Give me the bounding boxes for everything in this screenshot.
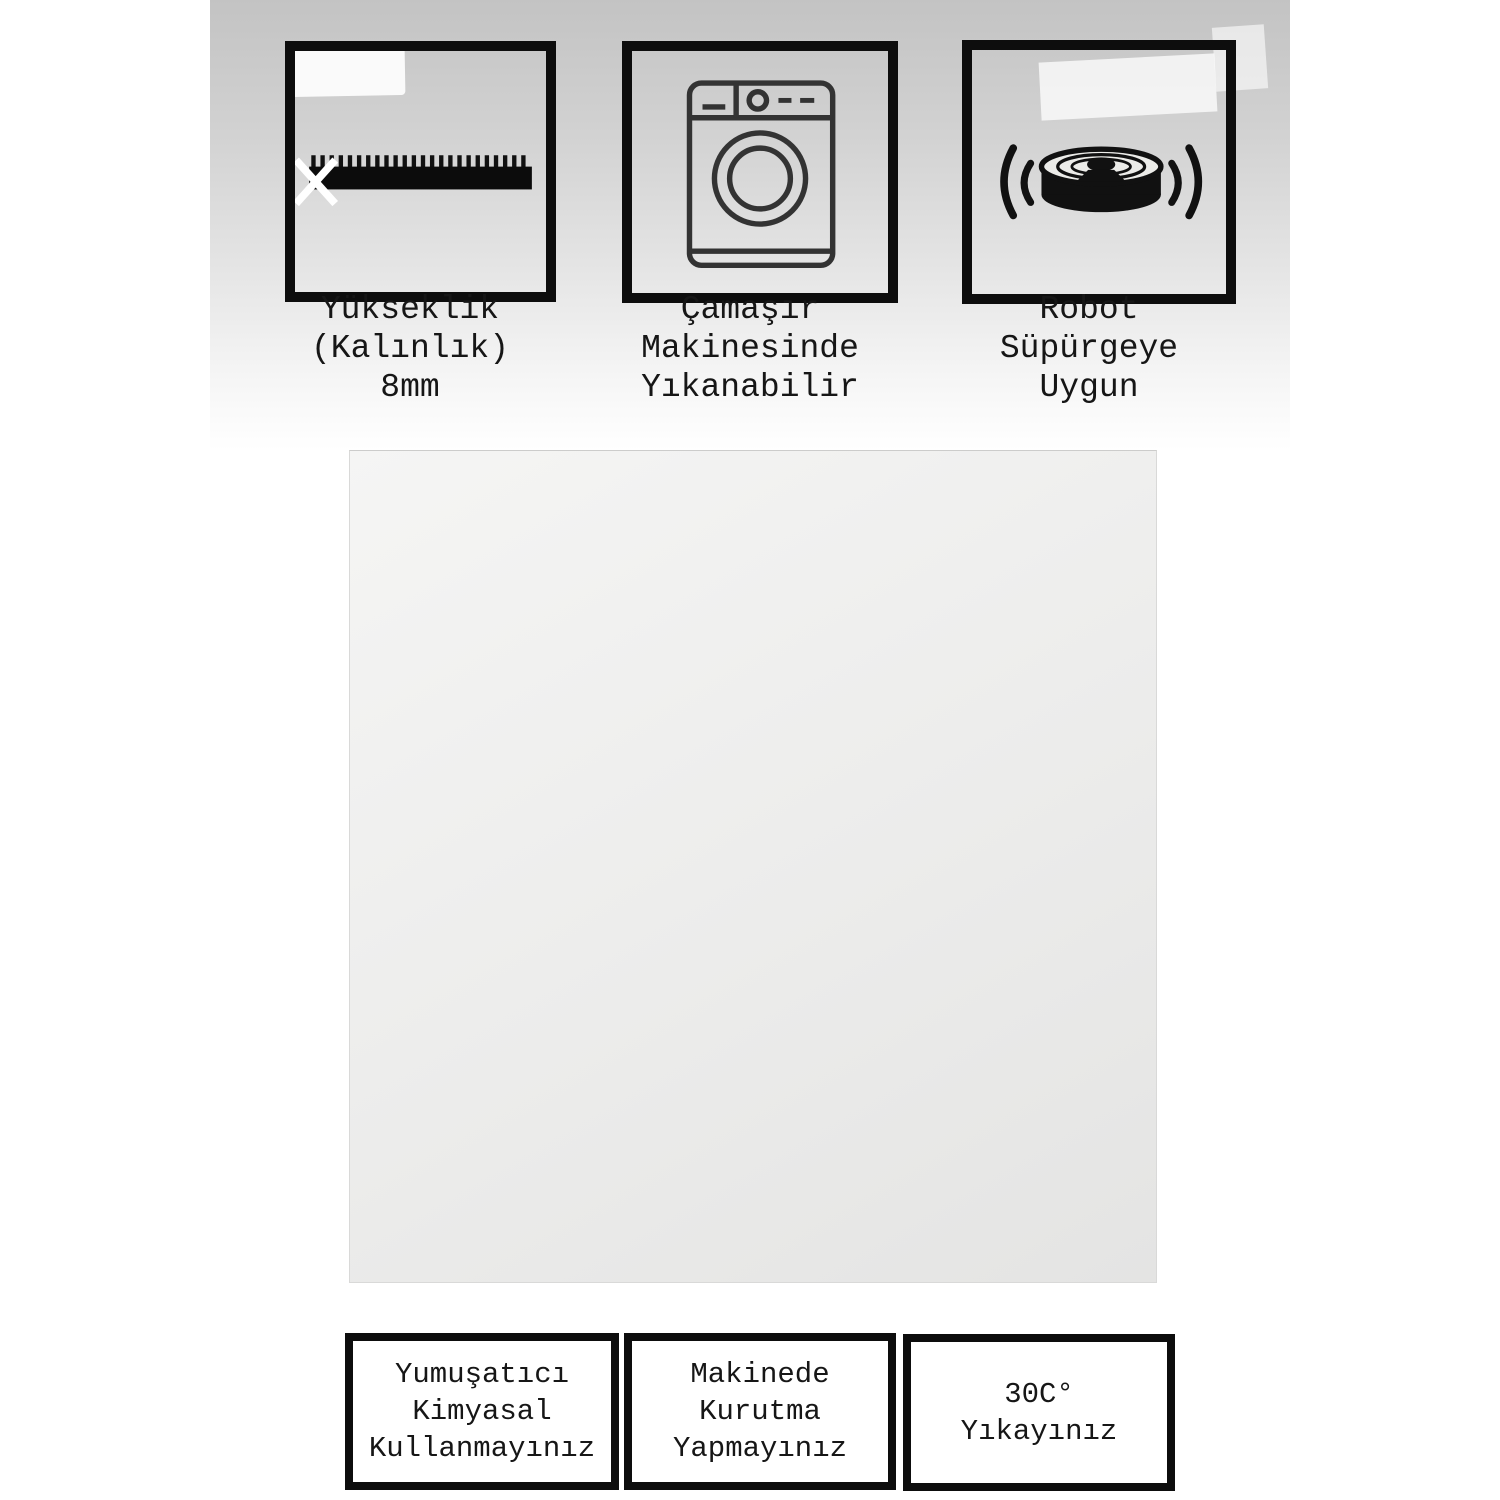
feature-box-robot-vacuum <box>962 40 1236 304</box>
feature-box-machine-washable <box>622 41 898 303</box>
feature-label-machine-washable <box>570 290 930 407</box>
feature-label-line: (Kalınlık) <box>310 330 510 367</box>
feature-label-line: Yükseklik <box>320 291 500 328</box>
feature-label-line: 8mm <box>380 369 440 406</box>
product-image <box>349 450 1157 1283</box>
care-line: Kimyasal <box>412 1395 552 1428</box>
care-box-no-tumble-dry <box>624 1333 896 1490</box>
care-line: Yapmayınız <box>672 1432 848 1465</box>
feature-label-line: Uygun <box>1039 369 1139 406</box>
care-line: Kullanmayınız <box>368 1432 596 1465</box>
care-line: Yıkayınız <box>960 1414 1118 1448</box>
feature-label-line: Süpürgeye <box>999 330 1179 367</box>
pile-height-icon <box>295 51 546 292</box>
feature-label-robot-vacuum <box>909 290 1269 407</box>
care-line: Makinede <box>690 1358 830 1391</box>
feature-label-line: Robot <box>1039 291 1139 328</box>
care-box-no-softener <box>345 1333 619 1490</box>
care-line: 30C° <box>1004 1377 1074 1411</box>
feature-label-line: Makinesinde <box>641 330 859 367</box>
feature-label-line: Çamaşır <box>680 291 820 328</box>
washing-machine-icon <box>632 51 888 293</box>
care-box-wash-30c <box>903 1334 1175 1491</box>
feature-box-thickness <box>285 41 556 302</box>
feature-label-line: Yıkanabilir <box>641 369 859 406</box>
feature-label-thickness <box>230 290 590 407</box>
robot-vacuum-icon <box>972 50 1226 294</box>
care-line: Kurutma <box>699 1395 821 1428</box>
care-line: Yumuşatıcı <box>394 1358 570 1391</box>
